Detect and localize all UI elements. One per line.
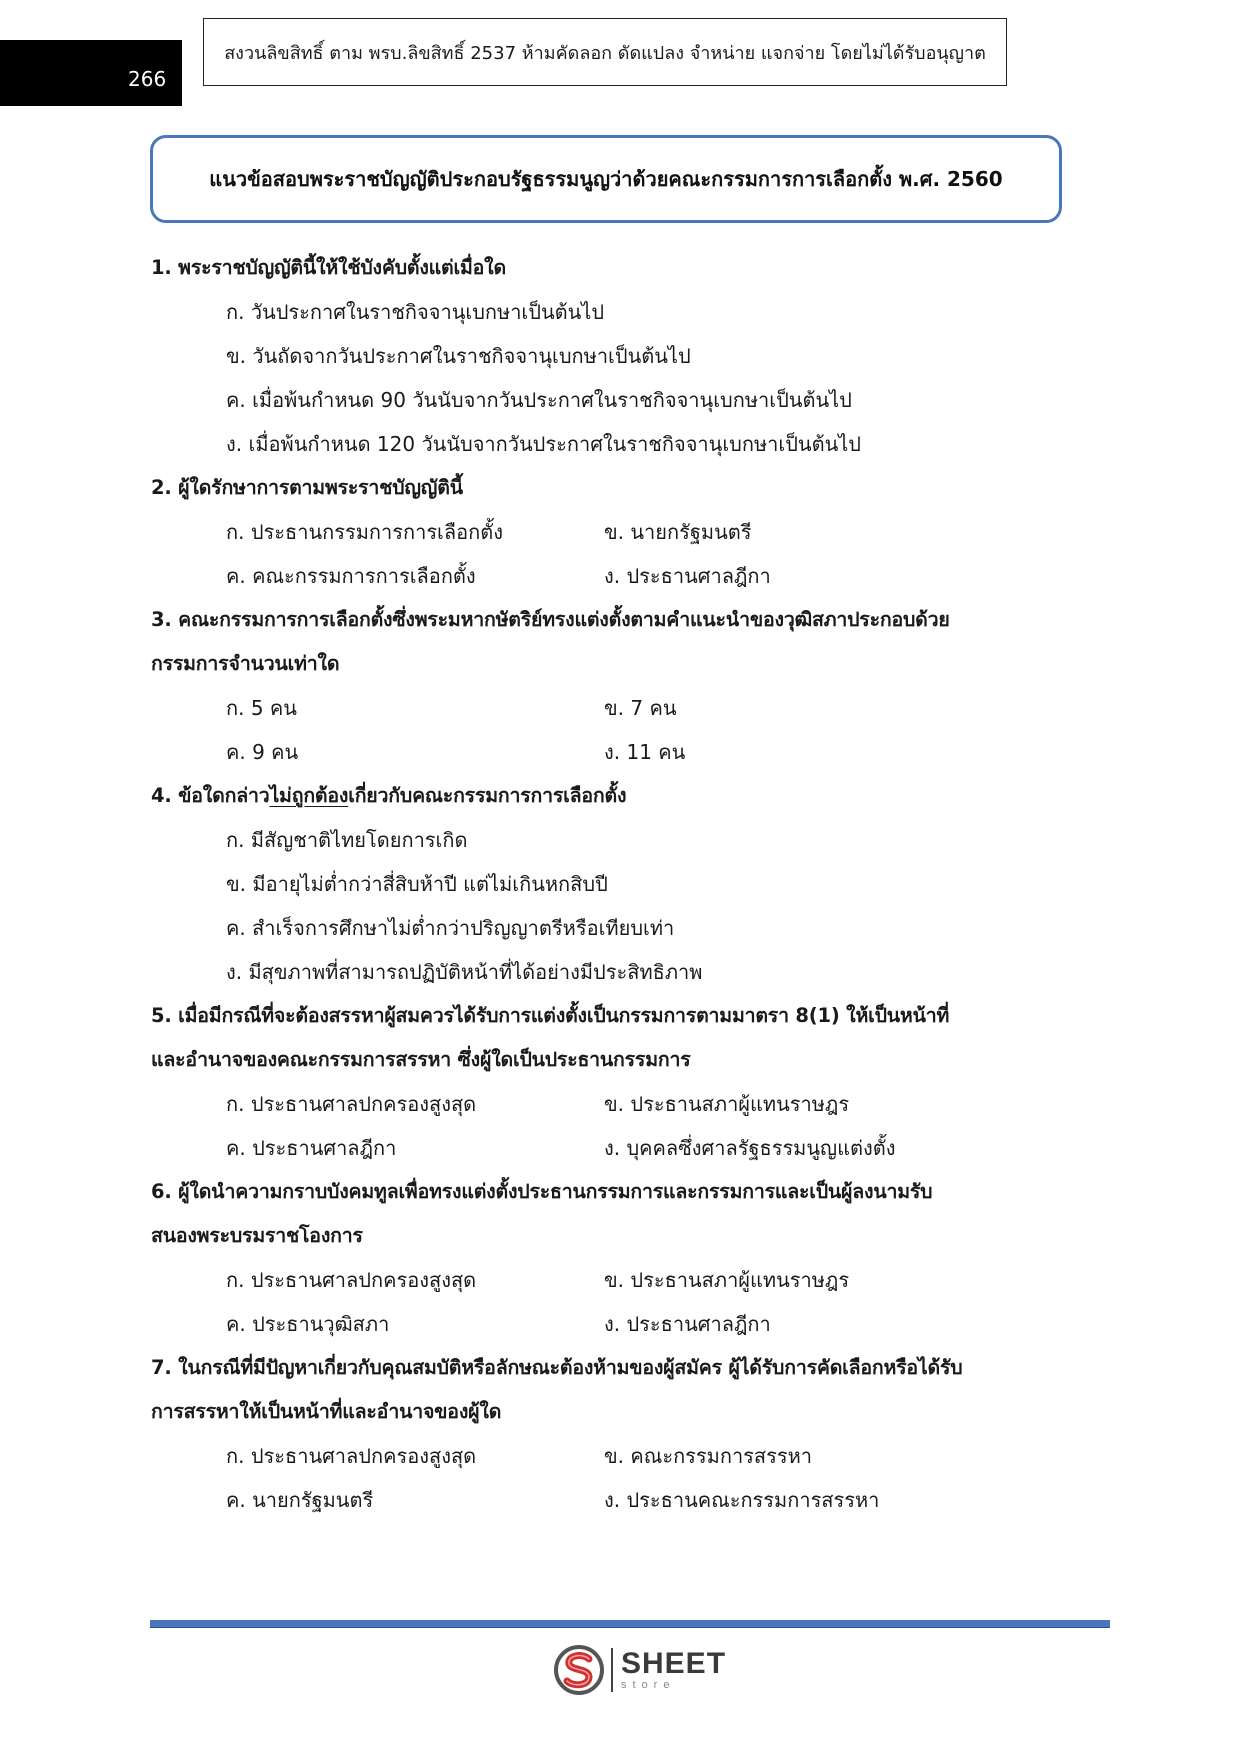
page-title: แนวข้อสอบพระราชบัญญัติประกอบรัฐธรรมนูญว่าด้วยคณะกรรมการการเลือกตั้ง พ.ศ. 2560 bbox=[209, 167, 1003, 191]
question-6-option-a: ก. ประธานศาลปกครองสูงสุด bbox=[226, 1268, 477, 1292]
question-1-option-d: ง. เมื่อพ้นกำหนด 120 วันนับจากวันประกาศในราชกิจจานุเบกษาเป็นต้นไป bbox=[226, 432, 861, 456]
question-7-line-1: 7. ในกรณีที่มีปัญหาเกี่ยวกับคุณสมบัติหรือลักษณะต้องห้ามของผู้สมัคร ผู้ได้รับการคัดเลือกหรือได้รับ bbox=[151, 1356, 963, 1379]
question-5-option-a: ก. ประธานศาลปกครองสูงสุด bbox=[226, 1092, 477, 1116]
question-7-line-2: การสรรหาให้เป็นหน้าที่และอำนาจของผู้ใด bbox=[151, 1400, 502, 1423]
question-7-options-row-2 bbox=[151, 1478, 1081, 1522]
question-3-options-row-1 bbox=[151, 686, 1081, 730]
question-6-options-row-1 bbox=[151, 1258, 1081, 1302]
question-6-option-b: ข. ประธานสภาผู้แทนราษฎร bbox=[604, 1268, 850, 1292]
question-3-option-d: ง. 11 คน bbox=[604, 740, 686, 764]
question-6-line-1: 6. ผู้ใดนำความกราบบังคมทูลเพื่อทรงแต่งตั้งประธานกรรมการและกรรมการและเป็นผู้ลงนามรับ bbox=[151, 1180, 933, 1203]
question-3-option-b: ข. 7 คน bbox=[604, 696, 677, 720]
question-5-line-1: 5. เมื่อมีกรณีที่จะต้องสรรหาผู้สมควรได้รับการแต่งตั้งเป็นกรรมการตามมาตรา 8(1) ให้เป็นหน้าที่ bbox=[151, 1004, 950, 1027]
question-7-option-c: ค. นายกรัฐมนตรี bbox=[226, 1488, 374, 1512]
question-7-options-row-1 bbox=[151, 1434, 1081, 1478]
question-4-text-before: 4. ข้อใดกล่าว bbox=[151, 784, 270, 807]
question-4-option-c: ค. สำเร็จการศึกษาไม่ต่ำกว่าปริญญาตรีหรือเทียบเท่า bbox=[226, 916, 675, 940]
sheet-store-logo bbox=[553, 1640, 726, 1700]
question-5-options-row-1 bbox=[151, 1082, 1081, 1126]
question-6-option-d: ง. ประธานศาลฎีกา bbox=[604, 1312, 771, 1336]
question-7-option-d: ง. ประธานคณะกรรมการสรรหา bbox=[604, 1488, 880, 1512]
logo-word: SHEET bbox=[621, 1647, 727, 1680]
sheet-store-logo-icon bbox=[553, 1644, 605, 1696]
title-box bbox=[150, 135, 1062, 223]
copyright-text: สงวนลิขสิทธิ์ ตาม พรบ.ลิขสิทธิ์ 2537 ห้ามคัดลอก ดัดแปลง จำหน่าย แจกจ่าย โดยไม่ได้รับอนุญาต bbox=[224, 42, 986, 64]
question-5-line-2: และอำนาจของคณะกรรมการสรรหา ซึ่งผู้ใดเป็นประธานกรรมการ bbox=[151, 1048, 691, 1071]
logo-subword: store bbox=[621, 1679, 676, 1691]
question-list bbox=[151, 246, 1081, 1522]
question-5-option-b: ข. ประธานสภาผู้แทนราษฎร bbox=[604, 1092, 850, 1116]
question-4 bbox=[151, 774, 1081, 818]
question-3-line-2: กรรมการจำนวนเท่าใด bbox=[151, 652, 340, 675]
question-1: 1. พระราชบัญญัตินี้ให้ใช้บังคับตั้งแต่เมื่อใด bbox=[151, 256, 506, 279]
question-2-option-d: ง. ประธานศาลฎีกา bbox=[604, 564, 771, 588]
question-1-option-a: ก. วันประกาศในราชกิจจานุเบกษาเป็นต้นไป bbox=[226, 300, 605, 324]
logo-divider bbox=[611, 1648, 613, 1692]
question-3-line-1: 3. คณะกรรมการการเลือกตั้งซึ่งพระมหากษัตริย์ทรงแต่งตั้งตามคำแนะนำของวุฒิสภาประกอบด้วย bbox=[151, 608, 950, 631]
question-5-options-row-2 bbox=[151, 1126, 1081, 1170]
question-7-option-a: ก. ประธานศาลปกครองสูงสุด bbox=[226, 1444, 477, 1468]
question-4-option-b: ข. มีอายุไม่ต่ำกว่าสี่สิบห้าปี แต่ไม่เกินหกสิบปี bbox=[226, 872, 608, 896]
page-number-tab bbox=[0, 40, 182, 106]
footer-divider bbox=[150, 1620, 1110, 1628]
question-1-option-c: ค. เมื่อพ้นกำหนด 90 วันนับจากวันประกาศในราชกิจจานุเบกษาเป็นต้นไป bbox=[226, 388, 852, 412]
copyright-notice bbox=[203, 18, 1007, 86]
question-2-options-row-2 bbox=[151, 554, 1081, 598]
question-3-option-a: ก. 5 คน bbox=[226, 696, 297, 720]
question-7-option-b: ข. คณะกรรมการสรรหา bbox=[604, 1444, 813, 1468]
question-1-option-b: ข. วันถัดจากวันประกาศในราชกิจจานุเบกษาเป็นต้นไป bbox=[226, 344, 691, 368]
question-4-text-underlined: ไม่ถูกต้อง bbox=[269, 784, 349, 807]
question-2-option-a: ก. ประธานกรรมการการเลือกตั้ง bbox=[226, 520, 504, 544]
question-5-option-d: ง. บุคคลซึ่งศาลรัฐธรรมนูญแต่งตั้ง bbox=[604, 1136, 896, 1160]
question-2-options-row-1 bbox=[151, 510, 1081, 554]
question-4-text-after: เกี่ยวกับคณะกรรมการการเลือกตั้ง bbox=[348, 784, 627, 807]
question-3-option-c: ค. 9 คน bbox=[226, 740, 299, 764]
question-4-option-a: ก. มีสัญชาติไทยโดยการเกิด bbox=[226, 828, 468, 852]
question-6-option-c: ค. ประธานวุฒิสภา bbox=[226, 1312, 390, 1336]
question-5-option-c: ค. ประธานศาลฎีกา bbox=[226, 1136, 397, 1160]
question-2-option-b: ข. นายกรัฐมนตรี bbox=[604, 520, 752, 544]
logo-text bbox=[621, 1649, 726, 1691]
question-6-line-2: สนองพระบรมราชโองการ bbox=[151, 1224, 363, 1247]
question-4-option-d: ง. มีสุขภาพที่สามารถปฏิบัติหน้าที่ได้อย่างมีประสิทธิภาพ bbox=[226, 960, 703, 984]
question-2: 2. ผู้ใดรักษาการตามพระราชบัญญัตินี้ bbox=[151, 476, 463, 499]
question-2-option-c: ค. คณะกรรมการการเลือกตั้ง bbox=[226, 564, 476, 588]
question-3-options-row-2 bbox=[151, 730, 1081, 774]
page-number: 266 bbox=[128, 67, 167, 91]
question-6-options-row-2 bbox=[151, 1302, 1081, 1346]
